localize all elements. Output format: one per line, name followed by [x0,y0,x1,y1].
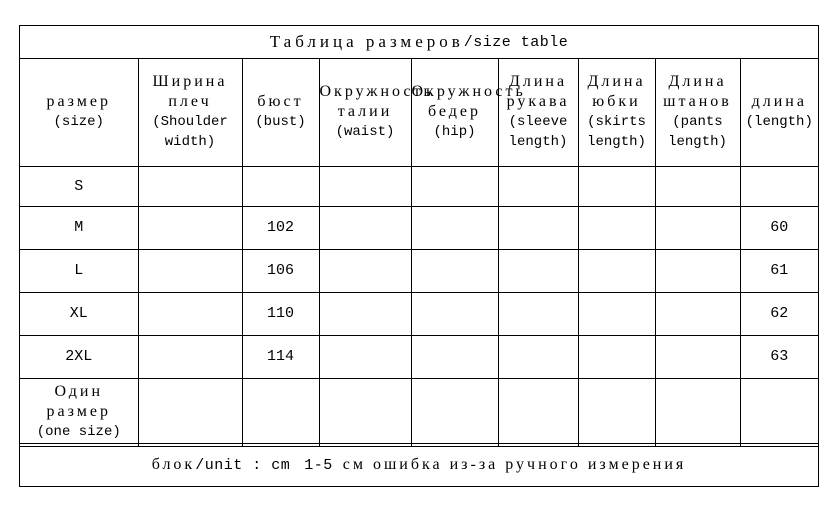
length-cell: 63 [740,335,818,378]
shoulder-cell [138,378,242,446]
hip-cell [411,166,498,206]
header-label-ru: размер [46,92,111,110]
size-cell: L [20,249,138,292]
bust-cell: 106 [242,249,319,292]
header-label-en: (skirts length) [587,113,646,150]
skirt-cell [578,378,655,446]
length-cell: 60 [740,206,818,249]
title-en: size table [473,33,569,51]
sleeve-cell [498,166,578,206]
title-ru: Таблица размеров [269,32,464,51]
skirt-cell [578,206,655,249]
waist-cell [319,335,411,378]
waist-cell [319,249,411,292]
skirt-cell [578,166,655,206]
hip-cell [411,335,498,378]
hip-cell [411,292,498,335]
header-row [20,58,818,166]
header-label-en: (size) [53,113,104,130]
header-label-en: (hip) [433,123,476,140]
footer-tolerance: 1-5 [304,456,333,474]
header-label-ru: Длина юбки [587,72,646,110]
length-cell [740,166,818,206]
footer-note-ru: см ошибка из-за ручного измерения [342,456,687,473]
header-label-en: (bust) [255,113,306,130]
title-separator: / [463,33,474,51]
header-waist [319,58,434,166]
table-title [20,26,818,59]
pants-cell [655,206,740,249]
header-label-ru: Окружность бедер [411,82,526,120]
sleeve-cell [498,249,578,292]
header-label-en: (waist) [335,123,395,140]
waist-cell [319,378,411,446]
footer-note [20,443,818,486]
table-row [20,292,818,335]
hip-cell [411,206,498,249]
bust-cell: 114 [242,335,319,378]
size-cell: M [20,206,138,249]
header-label-ru: Длина штанов [663,72,732,110]
bust-cell: 102 [242,206,319,249]
size-table-frame [19,25,819,487]
length-cell: 61 [740,249,818,292]
header-pants [655,58,740,166]
header-shoulder [138,58,242,166]
header-label-en: (sleeve length) [508,113,568,150]
pants-cell [655,378,740,446]
pants-cell [655,249,740,292]
header-label-en: (Shoulder width) [152,113,228,150]
table-row [20,166,818,206]
table-row-one-size [20,378,818,446]
header-hip [411,58,526,166]
sleeve-cell [498,206,578,249]
bust-cell: 110 [242,292,319,335]
sleeve-cell [498,335,578,378]
header-skirt [578,58,655,166]
table-row [20,249,818,292]
pants-cell [655,166,740,206]
header-label-ru: длина [751,92,807,110]
header-size [20,58,138,166]
pants-cell [655,335,740,378]
header-label-ru: Ширина плеч [152,72,228,110]
header-label-en: (length) [745,113,813,130]
skirt-cell [578,335,655,378]
header-label-ru: бюст [257,92,304,110]
sleeve-cell [498,292,578,335]
table-row [20,206,818,249]
length-cell: 62 [740,292,818,335]
bust-cell [242,378,319,446]
header-label-ru: Длина рукава [506,72,570,110]
skirt-cell [578,292,655,335]
waist-cell [319,166,411,206]
header-length [740,58,818,166]
pants-cell [655,292,740,335]
hip-cell [411,249,498,292]
size-table [20,58,818,447]
shoulder-cell [138,166,242,206]
sleeve-cell [498,378,578,446]
bust-cell [242,166,319,206]
size-cell: S [20,166,138,206]
one-size-en: (one size) [36,424,121,440]
one-size-ru: Один размер [46,383,111,420]
shoulder-cell [138,335,242,378]
shoulder-cell [138,292,242,335]
shoulder-cell [138,206,242,249]
waist-cell [319,292,411,335]
header-sleeve [498,58,578,166]
length-cell [740,378,818,446]
skirt-cell [578,249,655,292]
size-cell: 2XL [20,335,138,378]
footer-unit-ru: блок [151,456,196,473]
header-label-en: (pants length) [668,113,727,150]
one-size-cell [20,378,138,446]
hip-cell [411,378,498,446]
header-label-ru: Окружность талии [319,82,434,120]
size-cell: XL [20,292,138,335]
footer-unit-en: /unit : cm [195,456,291,474]
table-row [20,335,818,378]
header-bust [242,58,319,166]
shoulder-cell [138,249,242,292]
waist-cell [319,206,411,249]
